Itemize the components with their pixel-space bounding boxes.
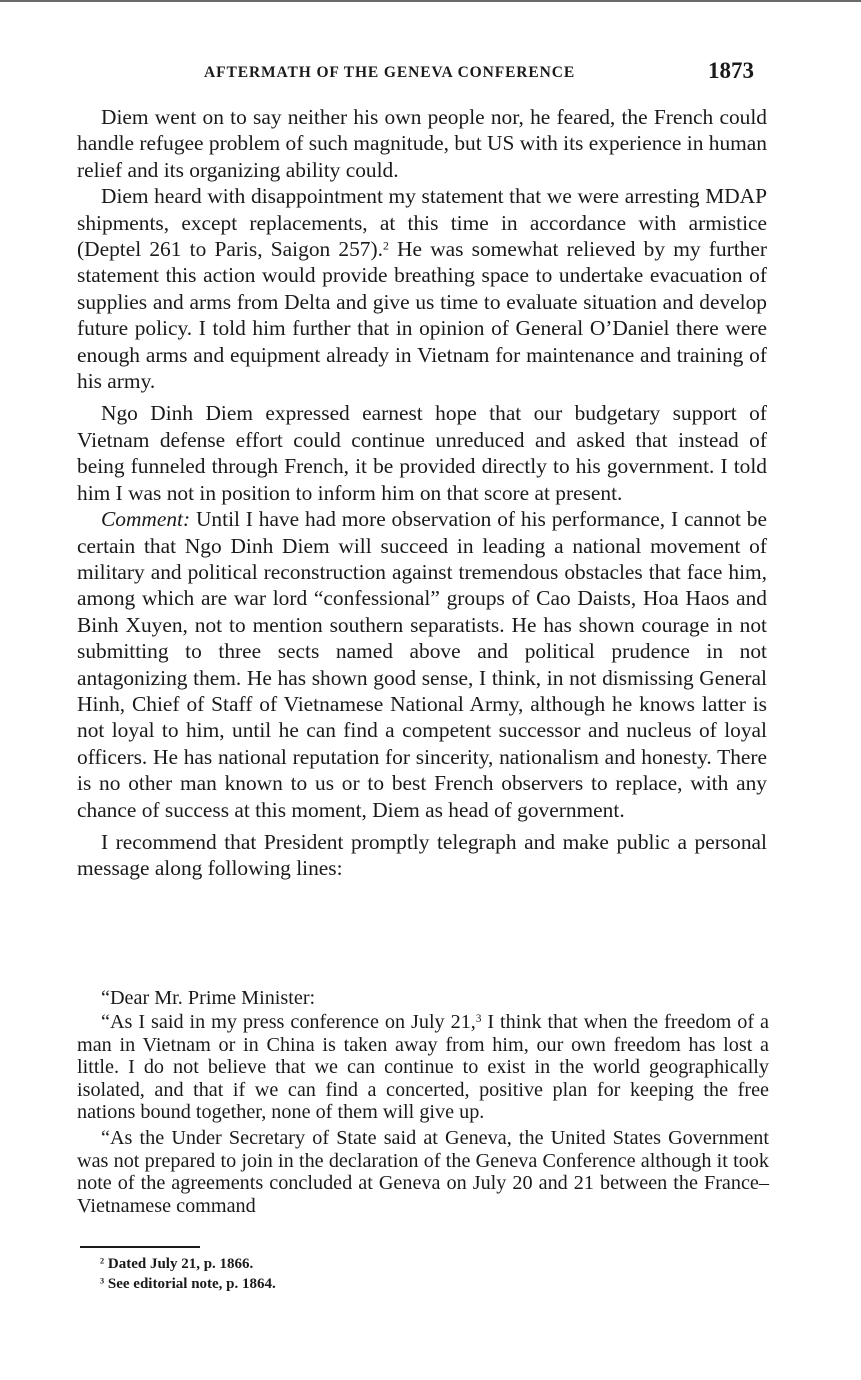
quoted-message [77, 987, 769, 1217]
paragraph-recommendation: I recommend that President promptly telegraph and make public a personal message along following lines: [77, 829, 767, 881]
page-top-edge [0, 0, 861, 2]
paragraph-text: “As I said in my press conference on July 21, [101, 1011, 476, 1034]
paragraph-text: I think that when the freedom of a man in Vietnam or in China is taken away from him, our own freedom has lost a little. I do not believe that we can continue to exist in the world geographically isolated, and that if we can find a concerted, positive plan for keeping the free nations bound together, none of them will give up. [77, 1011, 769, 1124]
footnote-text: See editorial note, p. 1864. [104, 1276, 276, 1292]
paragraph-comment [77, 506, 767, 823]
footnote-reference[interactable]: 2 [382, 239, 389, 253]
running-title: AFTERMATH OF THE GENEVA CONFERENCE [204, 64, 576, 81]
running-header [0, 58, 861, 90]
paragraph-text: Diem heard with disappointment my statement that we were arresting MDAP shipments, except replacements, at this time in accordance with armistice (Deptel 261 to Paris, Saigon 257). [77, 184, 767, 262]
paragraph-budgetary-support: Ngo Dinh Diem expressed earnest hope that our budgetary support of Vietnam defense effort could continue unreduced and asked that instead of being funneled through French, it be provided directly to his government. I told him I was not in position to inform him on that score at present. [77, 401, 767, 505]
message-paragraph-geneva: “As the Under Secretary of State said at Geneva, the United States Government was not prepared to join in the declaration of the Geneva Conference although it took note of the agreements concluded at Geneva on July 20 and 21 between the France–Vietnamese command [77, 1127, 769, 1217]
footnote-text: Dated July 21, p. 1866. [104, 1256, 254, 1272]
footnote-marker: 2 [100, 1256, 105, 1266]
footnote-3 [100, 1274, 700, 1294]
paragraph-refugee-problem: Diem went on to say neither his own people nor, he feared, the French could handle refugee problem of such magnitude, but US with its experience in human relief and its organizing ability could. [77, 105, 767, 182]
footnote-marker: 3 [100, 1276, 105, 1286]
comment-label: Comment: [101, 507, 191, 532]
footnotes [100, 1254, 700, 1294]
message-salutation: “Dear Mr. Prime Minister: [101, 987, 316, 1009]
footnote-divider [80, 1246, 200, 1248]
footnote-reference[interactable]: 3 [475, 1013, 482, 1026]
message-paragraph-press-conference [77, 1011, 769, 1123]
body-text [77, 104, 767, 882]
footnote-2 [100, 1254, 700, 1274]
paragraph-text: He was somewhat relieved by my further statement this action would provide breathing space to undertake evacuation of supplies and arms from Delta and give us time to evaluate situation and develop future policy. I told him further that in opinion of General O’Daniel there were enough arms and equipment already in Vietnam for maintenance and training of his army. [77, 237, 767, 394]
page-number: 1873 [708, 58, 754, 83]
paragraph-mdap-shipments [77, 183, 767, 394]
paragraph-text: Until I have had more observation of his performance, I cannot be certain that Ngo Dinh Diem will succeed in leading a national movement of military and political reconstruction against tremendous obstacles that face him, among which are war lord “confessional” groups of Cao Daists, Hoa Haos and Binh Xuyen, not to mention southern separatists. He has shown courage in not submitting to three sects named above and political prudence in not antagonizing them. He has shown good sense, I think, in not dismissing General Hinh, Chief of Staff of Vietnamese National Army, although he knows latter is not loyal to him, until he can find a competent successor and nucleus of loyal officers. He has national reputation for sincerity, nationalism and honesty. There is no other man known to us or to best French observers to replace, with any chance of success at this moment, Diem as head of government. [77, 507, 767, 822]
